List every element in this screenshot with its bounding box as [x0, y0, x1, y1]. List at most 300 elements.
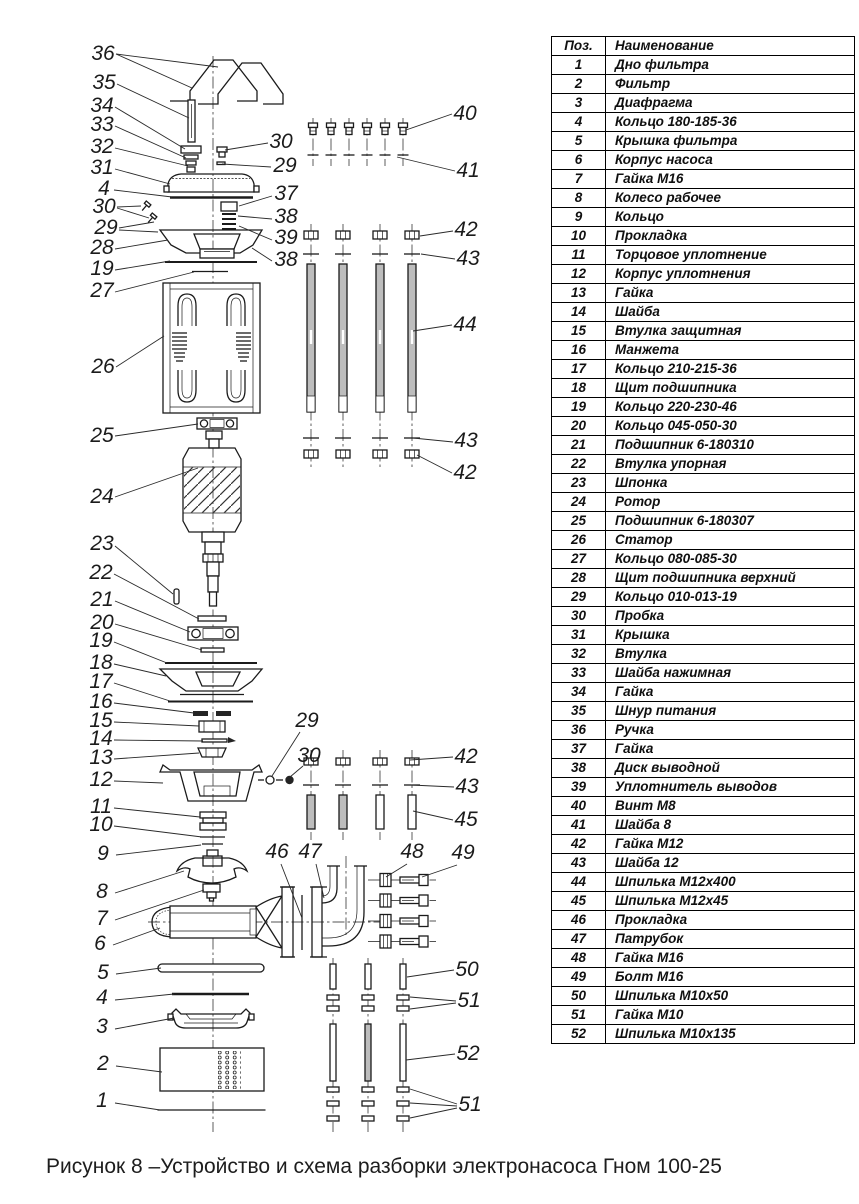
- callout-44: 44: [453, 313, 477, 336]
- part-name-cell: Крышка фильтра: [606, 132, 855, 151]
- leader-line-51: [410, 1003, 456, 1009]
- callout-7: 7: [96, 907, 108, 930]
- part-pos-cell: 46: [552, 911, 606, 930]
- part-name-cell: Шайба: [606, 303, 855, 322]
- table-row: [552, 550, 855, 569]
- callout-47: 47: [298, 840, 322, 863]
- callout-13: 13: [89, 746, 113, 769]
- callout-29: 29: [94, 216, 118, 239]
- leader-line-42: [417, 455, 452, 473]
- part-name-cell: Шайба нажимная: [606, 664, 855, 683]
- callout-24: 24: [90, 485, 114, 508]
- part-pos-cell: 10: [552, 227, 606, 246]
- part-name-cell: Кольцо 010-013-19: [606, 588, 855, 607]
- leader-line-51: [410, 997, 456, 1001]
- callout-51: 51: [457, 989, 481, 1012]
- part-filter-cover-5: [158, 964, 264, 972]
- leader-line-39: [239, 226, 272, 240]
- part-pos-cell: 41: [552, 816, 606, 835]
- part-cover-31: [164, 174, 259, 192]
- part-elbow-47: [310, 866, 367, 957]
- part-pos-cell: 24: [552, 493, 606, 512]
- leader-line-29: [272, 732, 300, 776]
- leader-line-10: [114, 826, 202, 837]
- table-row: [552, 227, 855, 246]
- leader-line-1: [115, 1103, 160, 1110]
- part-bearing-shield-18: [160, 669, 262, 695]
- table-row: [552, 113, 855, 132]
- callout-28: 28: [90, 236, 114, 259]
- table-row: [552, 170, 855, 189]
- callout-48: 48: [400, 840, 424, 863]
- leader-line-43: [421, 254, 455, 259]
- parts-table-body: [552, 56, 855, 1044]
- callout-8: 8: [96, 880, 108, 903]
- table-row: [552, 417, 855, 436]
- leader-line-47: [316, 864, 324, 898]
- part-cuff-16: [193, 711, 231, 716]
- leader-line-33: [115, 126, 186, 158]
- table-row: [552, 132, 855, 151]
- part-name-cell: Статор: [606, 531, 855, 550]
- fastener-group-screws-40-41: [308, 118, 409, 166]
- part-name-cell: Крышка: [606, 626, 855, 645]
- fastener-group-studs-44: [303, 224, 420, 470]
- part-pos-cell: 31: [552, 626, 606, 645]
- callout-35: 35: [92, 71, 116, 94]
- part-pos-cell: 44: [552, 873, 606, 892]
- part-pos-cell: 21: [552, 436, 606, 455]
- part-diaphragm-3: [168, 1009, 254, 1028]
- callout-51: 51: [458, 1093, 482, 1116]
- part-name-cell: Кольцо 045-050-30: [606, 417, 855, 436]
- leader-line-8: [115, 871, 184, 893]
- table-row: [552, 1025, 855, 1044]
- part-stator-26: [163, 283, 260, 413]
- callout-23: 23: [90, 532, 114, 555]
- part-thrust-bushing-22: [198, 616, 226, 621]
- leader-line-13: [114, 753, 199, 759]
- table-row: [552, 398, 855, 417]
- table-row: [552, 341, 855, 360]
- part-ring-20: [201, 648, 224, 652]
- figure-caption: Рисунок 8 –Устройство и схема разборки электронасоса Гном 100-25: [46, 1155, 722, 1178]
- part-pos-cell: 29: [552, 588, 606, 607]
- callout-9: 9: [97, 842, 109, 865]
- part-name-cell: Шпилька М12х400: [606, 873, 855, 892]
- part-name-cell: Гайка М16: [606, 949, 855, 968]
- callout-31: 31: [90, 156, 114, 179]
- callout-52: 52: [456, 1042, 480, 1065]
- part-name-cell: Гайка: [606, 683, 855, 702]
- leader-line-23: [115, 546, 173, 594]
- callout-32: 32: [90, 135, 114, 158]
- table-row: [552, 835, 855, 854]
- leader-line-45: [413, 811, 453, 820]
- leader-line-16: [114, 703, 194, 713]
- part-pos-cell: 6: [552, 151, 606, 170]
- part-pos-cell: 18: [552, 379, 606, 398]
- callout-49: 49: [451, 841, 475, 864]
- part-nut-7: [203, 884, 220, 901]
- part-name-cell: Колесо рабочее: [606, 189, 855, 208]
- part-name-cell: Гайка М12: [606, 835, 855, 854]
- part-pos-cell: 22: [552, 455, 606, 474]
- leader-line-19: [114, 642, 167, 663]
- callout-20: 20: [90, 611, 114, 634]
- part-rotor-24: [183, 431, 241, 606]
- part-nut-washer-bushing-stack: [181, 146, 201, 172]
- table-row: [552, 740, 855, 759]
- callout-21: 21: [90, 588, 114, 611]
- table-row: [552, 1006, 855, 1025]
- column-header-name: Наименование: [606, 37, 855, 56]
- leader-line-51: [410, 1089, 457, 1104]
- table-row: [552, 930, 855, 949]
- callout-42: 42: [453, 461, 477, 484]
- part-pos-cell: 7: [552, 170, 606, 189]
- part-pos-cell: 37: [552, 740, 606, 759]
- part-name-cell: Кольцо 210-215-36: [606, 360, 855, 379]
- part-pos-cell: 40: [552, 797, 606, 816]
- table-row: [552, 873, 855, 892]
- part-terminal-stack: [221, 202, 237, 229]
- part-pos-cell: 30: [552, 607, 606, 626]
- part-pos-cell: 26: [552, 531, 606, 550]
- part-pos-cell: 27: [552, 550, 606, 569]
- part-bearing-25: [197, 418, 237, 429]
- leader-line-31: [115, 169, 170, 184]
- part-pos-cell: 50: [552, 987, 606, 1006]
- callout-40: 40: [453, 102, 477, 125]
- part-small-screws: [140, 201, 157, 225]
- part-name-cell: Ротор: [606, 493, 855, 512]
- leader-line-15: [114, 722, 199, 726]
- part-name-cell: Шайба 8: [606, 816, 855, 835]
- part-name-cell: Шпонка: [606, 474, 855, 493]
- part-name-cell: Кольцо: [606, 208, 855, 227]
- part-pos-cell: 5: [552, 132, 606, 151]
- leader-line-30: [117, 206, 141, 207]
- callout-42: 42: [454, 218, 478, 241]
- part-pos-cell: 20: [552, 417, 606, 436]
- table-row: [552, 892, 855, 911]
- part-pos-cell: 39: [552, 778, 606, 797]
- part-name-cell: Шпилька М12х45: [606, 892, 855, 911]
- table-row: [552, 607, 855, 626]
- callout-18: 18: [89, 651, 113, 674]
- table-row: [552, 626, 855, 645]
- part-name-cell: Патрубок: [606, 930, 855, 949]
- callout-12: 12: [89, 768, 113, 791]
- leader-line-4: [115, 994, 174, 1000]
- leader-line-44: [413, 325, 452, 331]
- table-row: [552, 569, 855, 588]
- part-ring29-plug30-symbols: [258, 776, 294, 784]
- part-name-cell: Шнур питания: [606, 702, 855, 721]
- callout-1: 1: [96, 1089, 108, 1112]
- callout-42: 42: [454, 745, 478, 768]
- leader-line-25: [115, 424, 198, 436]
- leader-line-34: [115, 107, 185, 149]
- part-power-cord-35: [188, 100, 195, 142]
- table-row: [552, 303, 855, 322]
- callout-43: 43: [454, 429, 478, 452]
- part-washer-14: [202, 737, 236, 743]
- callout-38: 38: [274, 248, 298, 271]
- part-name-cell: Кольцо 080-085-30: [606, 550, 855, 569]
- callout-19: 19: [89, 629, 113, 652]
- table-row: [552, 75, 855, 94]
- table-row: [552, 436, 855, 455]
- part-name-cell: Втулка защитная: [606, 322, 855, 341]
- table-row: [552, 151, 855, 170]
- table-row: [552, 721, 855, 740]
- callout-26: 26: [91, 355, 115, 378]
- table-row: [552, 797, 855, 816]
- part-name-cell: Втулка: [606, 645, 855, 664]
- part-upper-bearing-shield-28: [160, 230, 262, 258]
- table-row: [552, 322, 855, 341]
- part-pos-cell: 17: [552, 360, 606, 379]
- part-name-cell: Шайба 12: [606, 854, 855, 873]
- part-name-cell: Винт М8: [606, 797, 855, 816]
- leader-line-14: [114, 740, 203, 741]
- leader-line-12: [114, 781, 163, 783]
- callout-17: 17: [89, 670, 113, 693]
- part-pos-cell: 2: [552, 75, 606, 94]
- leader-line-17: [114, 683, 170, 701]
- callout-41: 41: [456, 159, 480, 182]
- part-name-cell: Гайка: [606, 284, 855, 303]
- callout-30: 30: [269, 130, 293, 153]
- part-impeller-8: [177, 850, 247, 883]
- part-name-cell: Манжета: [606, 341, 855, 360]
- part-pos-cell: 13: [552, 284, 606, 303]
- part-pos-cell: 38: [552, 759, 606, 778]
- part-name-cell: Кольцо 220-230-46: [606, 398, 855, 417]
- leader-line-50: [407, 970, 454, 977]
- leader-line-38: [238, 216, 272, 219]
- table-row: [552, 778, 855, 797]
- leader-line-18: [114, 664, 166, 676]
- part-name-cell: Корпус насоса: [606, 151, 855, 170]
- part-pos-cell: 32: [552, 645, 606, 664]
- callout-14: 14: [89, 727, 113, 750]
- part-name-cell: Кольцо 180-185-36: [606, 113, 855, 132]
- callout-43: 43: [456, 247, 480, 270]
- part-pos-cell: 51: [552, 1006, 606, 1025]
- table-row: [552, 683, 855, 702]
- part-pos-cell: 36: [552, 721, 606, 740]
- part-name-cell: Гайка: [606, 740, 855, 759]
- part-pos-cell: 14: [552, 303, 606, 322]
- table-row: [552, 189, 855, 208]
- part-name-cell: Пробка: [606, 607, 855, 626]
- part-pos-cell: 11: [552, 246, 606, 265]
- fastener-group-bolts-48-49: [368, 874, 436, 949]
- part-name-cell: Гайка М16: [606, 170, 855, 189]
- callout-22: 22: [89, 561, 113, 584]
- part-key-23: [174, 589, 179, 604]
- table-row: [552, 512, 855, 531]
- table-row: [552, 474, 855, 493]
- part-pos-cell: 19: [552, 398, 606, 417]
- leader-line-19: [115, 261, 170, 270]
- leader-line-29: [222, 164, 271, 167]
- part-sleeve-15: [199, 721, 225, 732]
- part-pos-cell: 8: [552, 189, 606, 208]
- table-row: [552, 702, 855, 721]
- parts-table-grid: [551, 36, 855, 1044]
- table-row: [552, 531, 855, 550]
- part-nut-13: [198, 748, 226, 757]
- part-pos-cell: 25: [552, 512, 606, 531]
- table-row: [552, 854, 855, 873]
- callout-45: 45: [454, 808, 478, 831]
- leader-line-3: [115, 1018, 174, 1029]
- callout-30: 30: [92, 195, 116, 218]
- part-name-cell: Дно фильтра: [606, 56, 855, 75]
- fastener-group-studs-50-52: [327, 958, 409, 1132]
- callout-25: 25: [90, 424, 114, 447]
- leader-line-29: [119, 222, 154, 228]
- table-row: [552, 645, 855, 664]
- table-row: [552, 664, 855, 683]
- part-pos-cell: 34: [552, 683, 606, 702]
- column-header-pos: Поз.: [552, 37, 606, 56]
- part-bearing-21: [188, 627, 238, 640]
- table-row: [552, 949, 855, 968]
- table-row: [552, 208, 855, 227]
- table-row: [552, 94, 855, 113]
- part-name-cell: Гайка М10: [606, 1006, 855, 1025]
- callout-4: 4: [96, 986, 108, 1009]
- leader-line-40: [406, 114, 452, 130]
- part-pos-cell: 4: [552, 113, 606, 132]
- callout-37: 37: [274, 182, 298, 205]
- callout-15: 15: [89, 709, 113, 732]
- leader-line-30: [225, 143, 268, 150]
- callout-5: 5: [97, 961, 109, 984]
- callout-34: 34: [90, 94, 114, 117]
- leader-line-9: [116, 845, 201, 855]
- part-pos-cell: 1: [552, 56, 606, 75]
- part-pos-cell: 43: [552, 854, 606, 873]
- part-pos-cell: 49: [552, 968, 606, 987]
- leader-line-42: [420, 231, 453, 236]
- callout-2: 2: [97, 1052, 109, 1075]
- part-pos-cell: 52: [552, 1025, 606, 1044]
- part-name-cell: Корпус уплотнения: [606, 265, 855, 284]
- leader-line-43: [411, 785, 454, 787]
- leader-line-11: [114, 808, 200, 817]
- leader-line-48: [386, 864, 407, 877]
- callout-11: 11: [90, 795, 112, 818]
- part-name-cell: Ручка: [606, 721, 855, 740]
- parts-table: [551, 36, 855, 1044]
- callout-33: 33: [90, 113, 114, 136]
- table-row: [552, 968, 855, 987]
- part-name-cell: Диафрагма: [606, 94, 855, 113]
- table-row: [552, 816, 855, 835]
- callout-38: 38: [274, 205, 298, 228]
- table-row: [552, 265, 855, 284]
- part-name-cell: Шпилька М10х135: [606, 1025, 855, 1044]
- part-pos-cell: 33: [552, 664, 606, 683]
- table-row: [552, 987, 855, 1006]
- part-name-cell: Болт М16: [606, 968, 855, 987]
- callout-43: 43: [455, 775, 479, 798]
- callout-4: 4: [98, 177, 110, 200]
- leader-line-4: [114, 190, 172, 197]
- callout-19: 19: [90, 257, 114, 280]
- part-name-cell: Уплотнитель выводов: [606, 778, 855, 797]
- part-name-cell: Втулка упорная: [606, 455, 855, 474]
- part-seal-housing-12: [160, 765, 262, 801]
- table-row: [552, 284, 855, 303]
- part-pos-cell: 23: [552, 474, 606, 493]
- part-pos-cell: 9: [552, 208, 606, 227]
- part-name-cell: Фильтр: [606, 75, 855, 94]
- callout-29: 29: [273, 154, 297, 177]
- callout-10: 10: [89, 813, 113, 836]
- callout-50: 50: [455, 958, 479, 981]
- leader-line-41: [397, 157, 455, 171]
- part-pos-cell: 48: [552, 949, 606, 968]
- leader-line-26: [116, 336, 164, 367]
- part-name-cell: Щит подшипника: [606, 379, 855, 398]
- part-filter-2: [160, 1048, 264, 1091]
- callout-39: 39: [274, 226, 298, 249]
- part-pos-cell: 47: [552, 930, 606, 949]
- callout-30: 30: [297, 744, 321, 767]
- callout-46: 46: [265, 840, 289, 863]
- table-row: [552, 759, 855, 778]
- part-name-cell: Торцовое уплотнение: [606, 246, 855, 265]
- table-row: [552, 360, 855, 379]
- leader-line-28: [115, 240, 168, 249]
- leader-line-46: [281, 864, 302, 918]
- leader-line-30: [117, 208, 149, 218]
- table-row: [552, 379, 855, 398]
- table-row: [552, 455, 855, 474]
- table-row: [552, 56, 855, 75]
- leader-line-32: [115, 148, 188, 166]
- leader-line-30: [290, 766, 303, 777]
- leader-line-5: [116, 968, 161, 974]
- part-name-cell: Щит подшипника верхний: [606, 569, 855, 588]
- callout-29: 29: [295, 709, 319, 732]
- callout-36: 36: [91, 42, 115, 65]
- leader-line-52: [406, 1054, 455, 1060]
- leader-line-6: [113, 928, 160, 945]
- callout-16: 16: [89, 690, 113, 713]
- parts-table-header-row: [552, 37, 855, 56]
- leader-line-51: [410, 1103, 457, 1106]
- part-name-cell: Прокладка: [606, 227, 855, 246]
- leader-line-51: [410, 1108, 457, 1118]
- part-pos-cell: 15: [552, 322, 606, 341]
- part-pos-cell: 45: [552, 892, 606, 911]
- leader-line-49: [422, 865, 457, 877]
- leader-line-43: [413, 438, 453, 442]
- callout-27: 27: [90, 279, 114, 302]
- table-row: [552, 911, 855, 930]
- leader-line-2: [116, 1066, 162, 1072]
- leader-line-29: [119, 230, 158, 232]
- part-pos-cell: 3: [552, 94, 606, 113]
